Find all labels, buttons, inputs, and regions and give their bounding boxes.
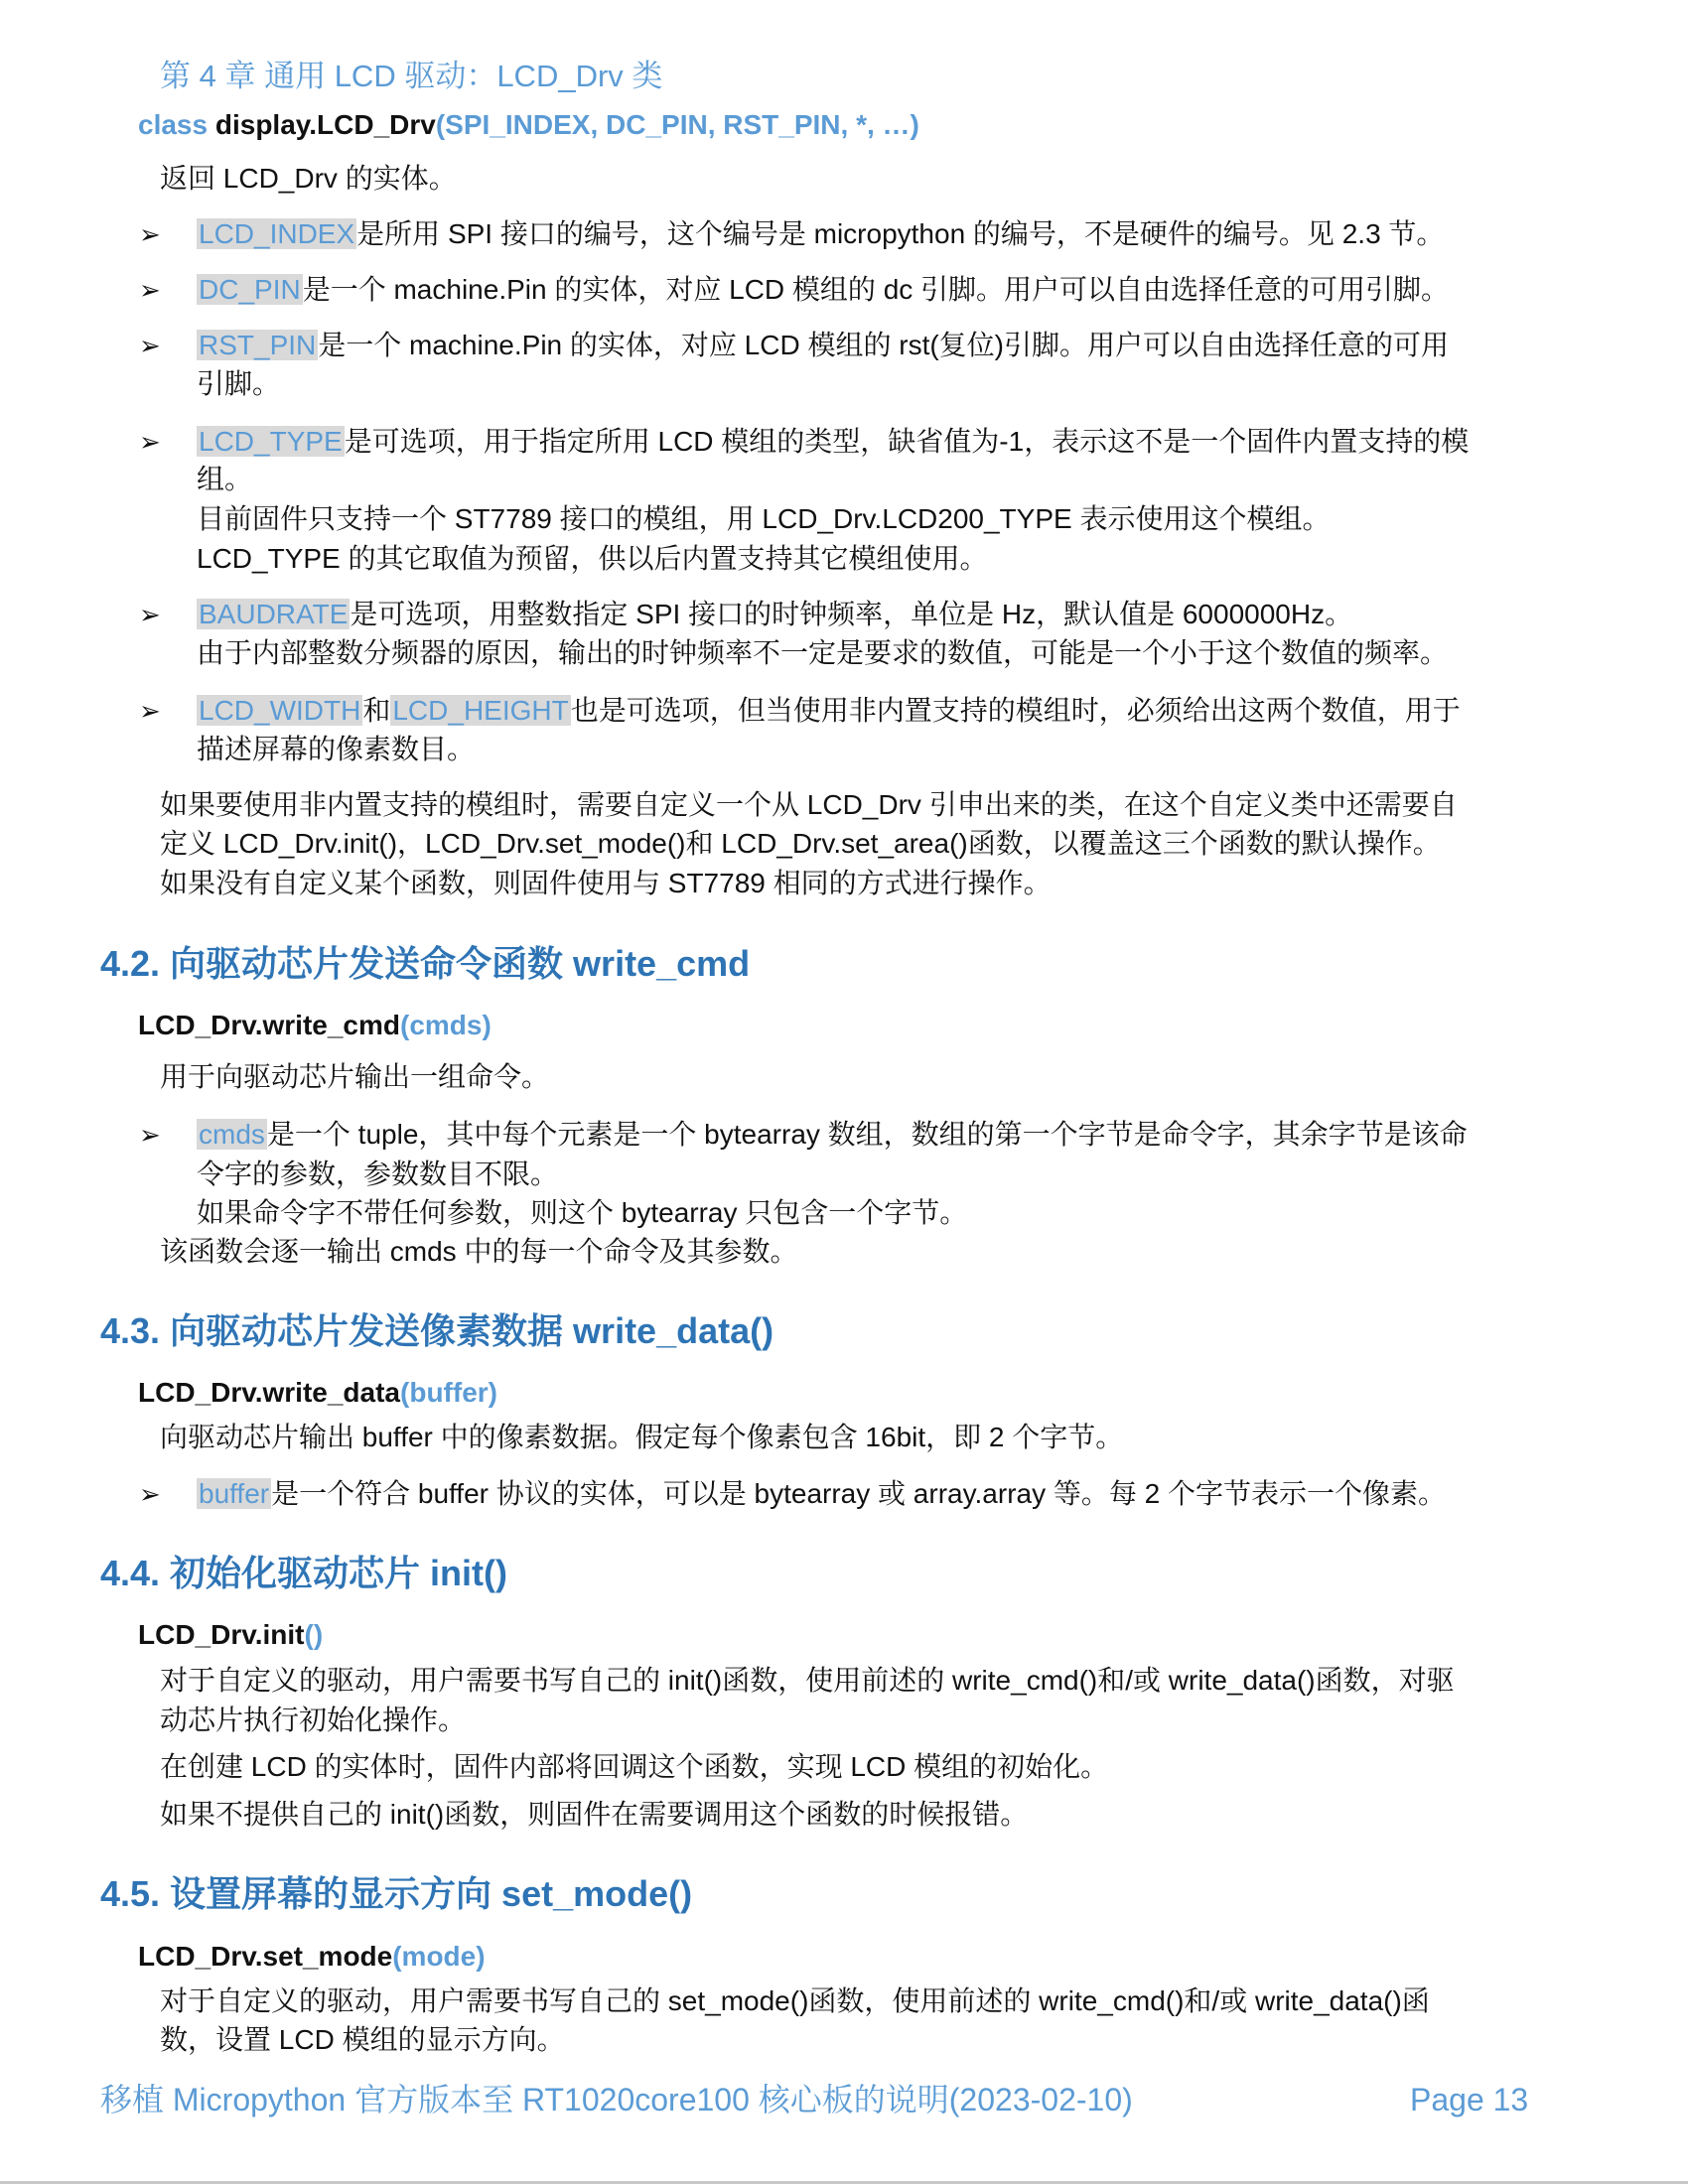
class-description: 返回 LCD_Drv 的实体。 bbox=[160, 163, 457, 194]
param-name: RST_PIN bbox=[199, 330, 317, 360]
bullet-text: 组。 bbox=[197, 464, 253, 494]
bullet-dc-pin bbox=[197, 270, 1449, 310]
write-cmd-signature bbox=[138, 1006, 492, 1045]
function-params: (cmds) bbox=[400, 1010, 492, 1040]
bullet-text: 目前固件只支持一个 ST7789 接口的模组，用 LCD_Drv.LCD200_TYPE 表示使用这个模组。 bbox=[197, 503, 1331, 534]
bullet-text: 是一个 tuple，其中每个元素是一个 bytearray 数组，数组的第一个字节是命令字，其余字节是该命 bbox=[266, 1119, 1468, 1150]
class-keyword: class bbox=[138, 109, 209, 140]
function-params: (mode) bbox=[392, 1941, 486, 1972]
bullet-text: 由于内部整数分频器的原因，输出的时钟频率不一定是要求的数值，可能是一个小于这个数值的频率。 bbox=[197, 637, 1449, 668]
bullet-icon: ➢ bbox=[139, 696, 161, 726]
param-name: DC_PIN bbox=[199, 274, 301, 305]
bullet-cmds bbox=[197, 1115, 1468, 1155]
bullet-text: 是可选项，用于指定所用 LCD 模组的类型，缺省值为-1，表示这不是一个固件内置支持的模 bbox=[344, 426, 1470, 457]
bullet-icon: ➢ bbox=[139, 219, 161, 249]
init-text: 在创建 LCD 的实体时，固件内部将回调这个函数，实现 LCD 模组的初始化。 bbox=[160, 1751, 1109, 1782]
bullet-text: 引脚。 bbox=[197, 368, 281, 399]
bullet-text: 是一个 machine.Pin 的实体，对应 LCD 模组的 dc 引脚。用户可以自由选择任意的可用引脚。 bbox=[302, 274, 1450, 305]
section-heading-4-5: 4.5. 设置屏幕的显示方向 set_mode() bbox=[100, 1873, 693, 1914]
param-name: BAUDRATE bbox=[199, 599, 349, 629]
init-text: 如果不提供自己的 init()函数，则固件在需要调用这个函数的时候报错。 bbox=[160, 1799, 1029, 1830]
bullet-text: 是可选项，用整数指定 SPI 接口的时钟频率，单位是 Hz，默认值是 6000000Hz。 bbox=[350, 599, 1353, 629]
bullet-icon: ➢ bbox=[139, 1479, 161, 1509]
section-heading-4-3: 4.3. 向驱动芯片发送像素数据 write_data() bbox=[100, 1310, 774, 1351]
bullet-text: 如果命令字不带任何参数，则这个 bytearray 只包含一个字节。 bbox=[197, 1197, 968, 1228]
footer-page-number: Page 13 bbox=[1410, 2082, 1529, 2117]
bullet-text: 是一个 machine.Pin 的实体，对应 LCD 模组的 rst(复位)引脚。用户可以自由选择任意的可用 bbox=[318, 330, 1449, 360]
function-params: () bbox=[304, 1619, 324, 1650]
write-cmd-desc: 用于向驱动芯片输出一组命令。 bbox=[160, 1061, 550, 1092]
param-name: LCD_HEIGHT bbox=[392, 695, 569, 726]
bullet-lcd-type bbox=[197, 422, 1469, 462]
function-name: LCD_Drv.init bbox=[138, 1619, 305, 1650]
bullet-icon: ➢ bbox=[139, 600, 161, 629]
footer-title: 移植 Micropython 官方版本至 RT1020core100 核心板的说明(2023-02-10) bbox=[100, 2082, 1133, 2117]
bullet-buffer bbox=[197, 1474, 1446, 1514]
param-name: LCD_TYPE bbox=[199, 426, 343, 457]
bullet-lcd-index bbox=[197, 214, 1444, 254]
class-signature bbox=[138, 105, 919, 145]
bullet-icon: ➢ bbox=[139, 1120, 161, 1150]
class-name: display.LCD_Drv bbox=[214, 109, 436, 140]
bullet-text: 是一个符合 buffer 协议的实体，可以是 bytearray 或 array.array 等。每 2 个字节表示一个像素。 bbox=[271, 1478, 1447, 1509]
param-name: LCD_INDEX bbox=[199, 218, 355, 249]
bullet-text: 令字的参数，参数数目不限。 bbox=[197, 1159, 559, 1189]
init-signature bbox=[138, 1615, 323, 1655]
function-name: LCD_Drv.set_mode bbox=[138, 1941, 393, 1972]
param-name: LCD_WIDTH bbox=[199, 695, 361, 726]
bullet-text: 也是可选项，但当使用非内置支持的模组时，必须给出这两个数值，用于 bbox=[570, 695, 1461, 726]
set-mode-text: 对于自定义的驱动，用户需要书写自己的 set_mode()函数，使用前述的 write_cmd()和/或 write_data()函 bbox=[160, 1985, 1430, 2016]
write-data-desc: 向驱动芯片输出 buffer 中的像素数据。假定每个像素包含 16bit，即 2 个字节。 bbox=[160, 1422, 1124, 1452]
param-name: buffer bbox=[199, 1478, 270, 1509]
init-text: 动芯片执行初始化操作。 bbox=[160, 1705, 467, 1735]
bullet-baudrate bbox=[197, 595, 1352, 634]
section-heading-4-4: 4.4. 初始化驱动芯片 init() bbox=[100, 1553, 508, 1593]
write-cmd-after: 该函数会逐一输出 cmds 中的每一个命令及其参数。 bbox=[160, 1236, 798, 1267]
bullet-lcd-size bbox=[197, 691, 1461, 731]
set-mode-text: 数，设置 LCD 模组的显示方向。 bbox=[160, 2024, 565, 2055]
class-note: 定义 LCD_Drv.init()，LCD_Drv.set_mode()和 LCD_Drv.set_area()函数，以覆盖这三个函数的默认操作。 bbox=[160, 828, 1441, 859]
bullet-text: 描述屏幕的像素数目。 bbox=[197, 734, 476, 764]
bullet-text: 和 bbox=[362, 695, 391, 726]
write-data-signature bbox=[138, 1373, 497, 1413]
param-name: cmds bbox=[199, 1119, 265, 1150]
bullet-text: 是所用 SPI 接口的编号，这个编号是 micropython 的编号，不是硬件的编号。见 2.3 节。 bbox=[356, 218, 1445, 249]
function-name: LCD_Drv.write_cmd bbox=[138, 1010, 401, 1040]
class-params: (SPI_INDEX, DC_PIN, RST_PIN, *, …) bbox=[435, 109, 919, 140]
set-mode-signature bbox=[138, 1937, 486, 1977]
chapter-header: 第 4 章 通用 LCD 驱动：LCD_Drv 类 bbox=[160, 59, 663, 93]
function-name: LCD_Drv.write_data bbox=[138, 1377, 401, 1408]
bullet-rst-pin bbox=[197, 326, 1449, 365]
bullet-icon: ➢ bbox=[139, 275, 161, 305]
bullet-text: LCD_TYPE 的其它取值为预留，供以后内置支持其它模组使用。 bbox=[197, 543, 988, 574]
class-note: 如果没有自定义某个函数，则固件使用与 ST7789 相同的方式进行操作。 bbox=[160, 868, 1052, 898]
function-params: (buffer) bbox=[400, 1377, 497, 1408]
init-text: 对于自定义的驱动，用户需要书写自己的 init()函数，使用前述的 write_cmd()和/或 write_data()函数，对驱 bbox=[160, 1665, 1455, 1696]
bullet-icon: ➢ bbox=[139, 331, 161, 360]
section-heading-4-2: 4.2. 向驱动芯片发送命令函数 write_cmd bbox=[100, 943, 751, 984]
class-note: 如果要使用非内置支持的模组时，需要自定义一个从 LCD_Drv 引申出来的类，在这个自定义类中还需要自 bbox=[160, 789, 1458, 820]
bullet-icon: ➢ bbox=[139, 427, 161, 457]
